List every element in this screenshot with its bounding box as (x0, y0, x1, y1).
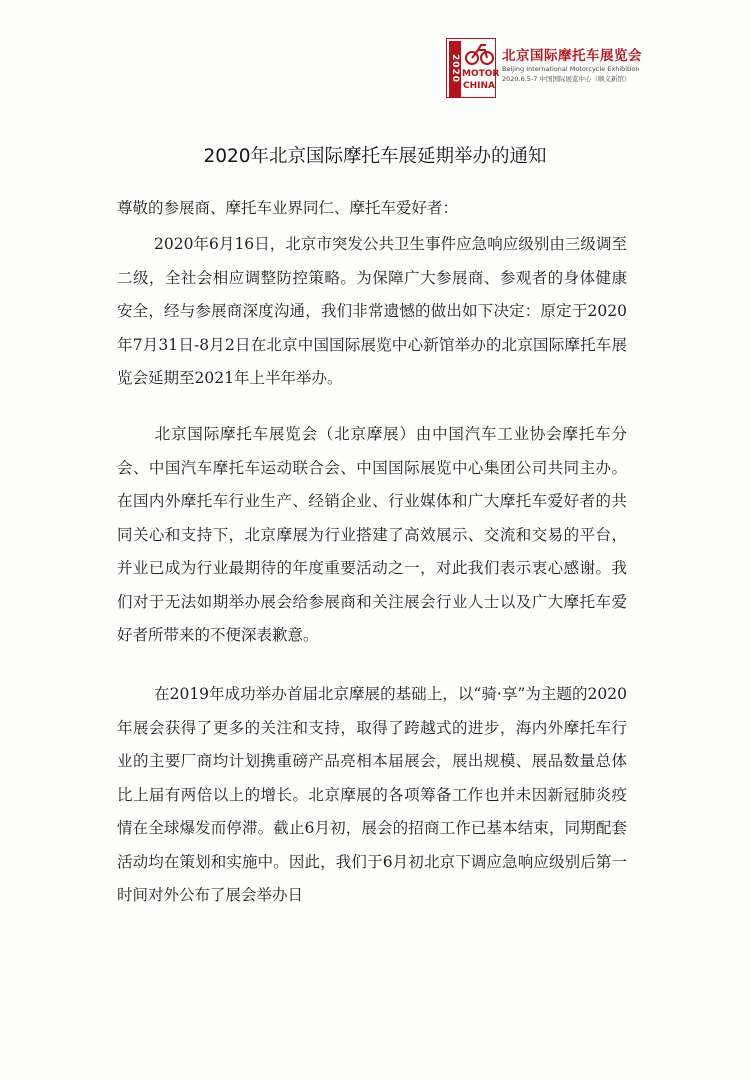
paragraph-2 (117, 418, 627, 653)
paragraph-2-text: 北京国际摩托车展览会（北京摩展）由中国汽车工业协会摩托车分会、中国汽车摩托车运动联合会、中国国际展览中心集团公司共同主办。在国内外摩托车行业生产、经销企业、行业媒体和广大摩托车爱好者的共同关心和支持下，北京摩展为行业搭建了高效展示、交流和交易的平台，并业已成为行业最期待的年度重要活动之一，对此我们表示衷心感谢。我们对于无法如期举办展会给参展商和关注展会行业人士以及广大摩托车爱好者所带来的不便深表歉意。 (117, 425, 627, 644)
logo-mark (446, 38, 500, 98)
document-title: 2020年北京国际摩托车展延期举办的通知 (203, 146, 547, 167)
salutation: 尊敬的参展商、摩托车业界同仁、摩托车爱好者： (117, 199, 459, 217)
logo-brand-line1: MOTOR (462, 69, 500, 79)
logo-brand-line2: CHINA (463, 81, 495, 91)
logo-subtitle: Beijing International Motorcycle Exhibition (502, 65, 640, 73)
logo-text-block (502, 48, 672, 84)
logo-date-venue: 2020.6.5-7 中国国际展览中心（顺义新馆） (502, 75, 631, 83)
paragraph-3 (117, 678, 627, 913)
paragraph-1 (117, 228, 627, 396)
paragraph-1-text: 2020年6月16日，北京市突发公共卫生事件应急响应级别由三级调至二级，全社会相应调整防控策略。为保障广大参展商、参观者的身体健康安全，经与参展商深度沟通，我们非常遗憾的做出如下决定：原定于2020年7月31日-8月2日在北京中国国际展览中心新馆举办的北京国际摩托车展览会延期至2021年上半年举办。 (117, 235, 627, 387)
motorcycle-icon (463, 41, 495, 67)
paragraph-3-text: 在2019年成功举办首届北京摩展的基础上，以“骑·享”为主题的2020年展会获得了更多的关注和支持，取得了跨越式的进步，海内外摩托车行业的主要厂商均计划携重磅产品亮相本届展会，展出规模、展品数量总体比上届有两倍以上的增长。北京摩展的各项筹备工作也并未因新冠肺炎疫情在全球爆发而停滞。截止6月初，展会的招商工作已基本结束，同期配套活动均在策划和实施中。因此，我们于6月初北京下调应急响应级别后第一时间对外公布了展会举办日 (117, 685, 627, 904)
logo-title: 北京国际摩托车展览会 (502, 48, 642, 64)
logo-year: 2020 (449, 41, 461, 97)
